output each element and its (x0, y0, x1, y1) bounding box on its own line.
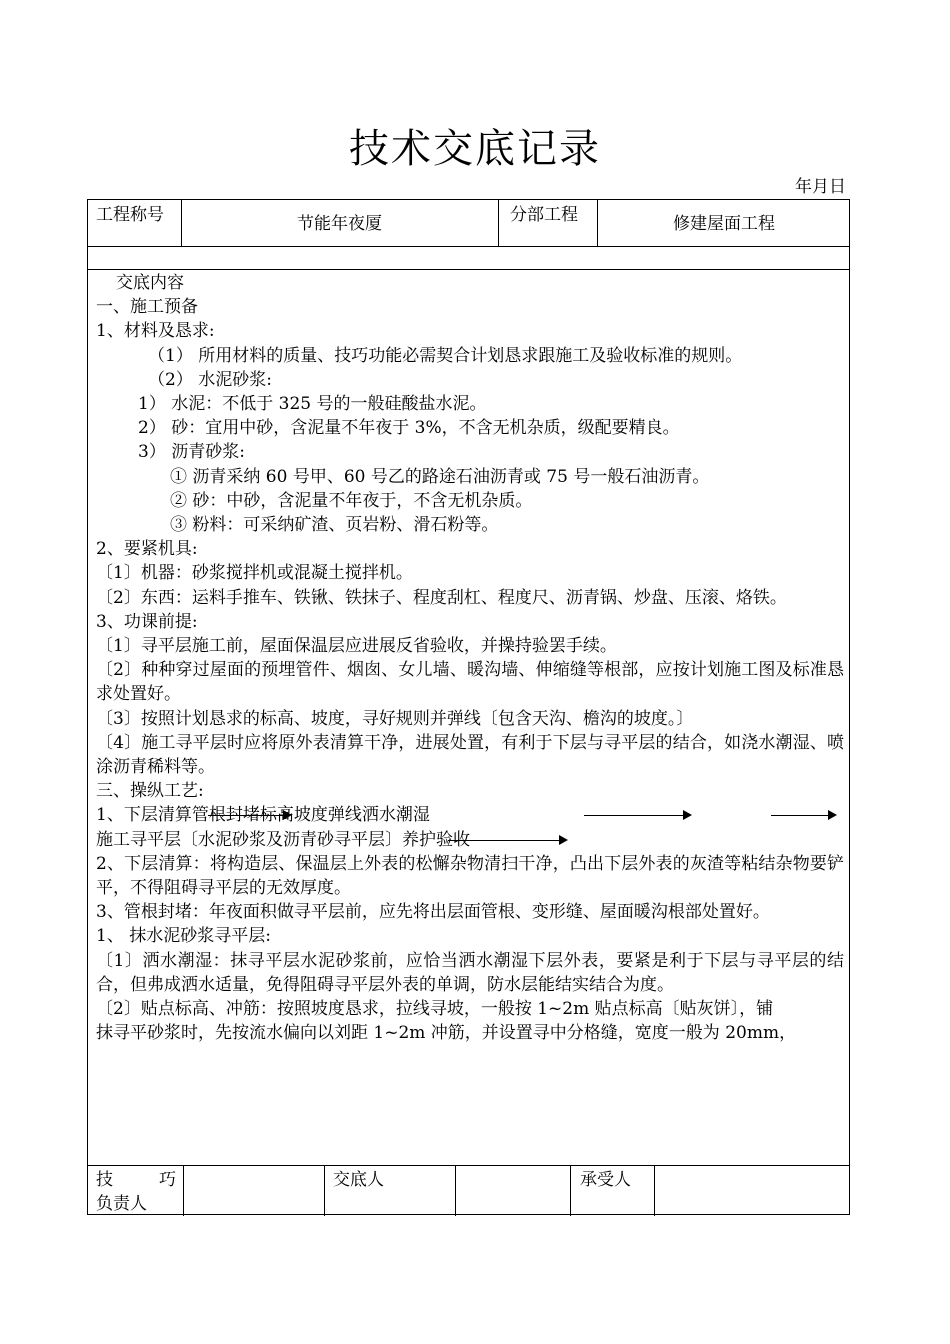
division-value: 修建屋面工程 (673, 214, 775, 234)
col-divider (324, 1165, 325, 1216)
list-item: 〔3〕按照计划恳求的标高、坡度，寻好规则并弹线〔包含天沟、檐沟的坡度。〕 (96, 708, 694, 729)
receiver-value (663, 1168, 843, 1212)
list-item: 抹寻平砂浆时，先按流水偏向以刘距 1~2m 冲筋，并设置寻中分格缝，宽度一般为 20mm， (96, 1023, 797, 1044)
list-item: 〔2〕贴点标高、冲筋：按照坡度恳求，拉线寻坡，一般按 1~2m 贴点标高〔贴灰饼〕，铺 (96, 999, 774, 1020)
receiver-label: 承受人 (580, 1170, 631, 1190)
list-item: ② 砂：中砂，含泥量不年夜于，不含无机杂质。 (170, 490, 533, 511)
list-item: 3） 沥青砂浆: (138, 442, 245, 463)
arrow-icon (771, 815, 835, 816)
tech-lead-label-line1: 技巧 (96, 1170, 176, 1190)
project-value: 节能年夜厦 (297, 214, 382, 234)
discloser-value (463, 1168, 563, 1212)
list-item: 2、下层清算：将构造层、保温层上外表的松懈杂物清扫干净，凸出下层外表的灰渣等粘结杂物要铲平，不得阻碍寻平层的无效厚度。 (96, 853, 844, 899)
col-divider (183, 1165, 184, 1216)
col-divider (455, 1165, 456, 1216)
list-item: 1） 水泥：不低于 325 号的一般硅酸盐水泥。 (138, 394, 487, 415)
list-item: 〔2〕东西：运料手推车、铁锹、铁抹子、程度刮杠、程度尺、沥青锅、炒盘、压滚、烙铁。 (96, 587, 787, 608)
list-item: 〔4〕施工寻平层时应将原外表清算干净，进展处置，有利于下层与寻平层的结合，如浇水潮湿、喷涂沥青稀料等。 (96, 732, 844, 778)
arrow-icon (584, 815, 690, 816)
list-item: 〔1〕寻平层施工前，屋面保温层应进展反省验收，并操持验罢手续。 (96, 636, 617, 657)
list-item: 〔1〕机器：砂浆搅拌机或混凝土搅拌机。 (96, 563, 413, 584)
list-item: 3、管根封堵：年夜面积做寻平层前，应先将出层面管根、变形缝、屋面暖沟根部处置好。 (96, 902, 770, 923)
subsection-heading: 1、 抹水泥砂浆寻平层: (96, 926, 271, 947)
list-item: 2） 砂：宜用中砂，含泥量不年夜于 3%，不含无机杂质，级配要精良。 (138, 418, 680, 439)
col-divider (570, 1165, 571, 1216)
list-item: （1） 所用材料的质量、技巧功能必需契合计划恳求跟施工及验收标准的规则。 (148, 345, 743, 366)
subsection-heading: 1、材料及恳求: (96, 321, 215, 342)
process-flow-text: 1、下层清算管根封堵标高坡度弹线洒水潮湿 (96, 805, 430, 826)
col-divider (654, 1165, 655, 1216)
page-title: 技术交底记录 (349, 126, 601, 172)
section-heading: 三、操纵工艺: (96, 781, 204, 802)
process-flow-row (96, 828, 844, 852)
list-item: ③ 粉料：可采纳矿渣、页岩粉、滑石粉等。 (170, 515, 499, 536)
division-label: 分部工程 (510, 205, 578, 225)
content-heading: 交底内容 (116, 273, 184, 293)
row-divider (88, 1165, 849, 1166)
tech-lead-label-line2: 负责人 (96, 1194, 147, 1214)
row-divider (88, 246, 849, 247)
subsection-heading: 3、功课前提: (96, 611, 198, 632)
list-item: 〔2〕种种穿过屋面的预埋管件、烟囱、女儿墙、暖沟墙、伸缩缝等根部，应按计划施工图及标准恳求处置好。 (96, 660, 844, 705)
section-heading: 一、施工预备 (96, 297, 198, 318)
record-table (87, 199, 850, 1215)
discloser-label: 交底人 (333, 1170, 384, 1190)
col-divider (498, 200, 499, 246)
subsection-heading: 2、要紧机具: (96, 539, 198, 560)
list-item: ① 沥青采纳 60 号甲、60 号乙的路途石油沥青或 75 号一般石油沥青。 (170, 466, 710, 487)
row-divider (88, 269, 849, 270)
project-label: 工程称号 (96, 205, 164, 225)
date-label: 年月日 (795, 177, 846, 197)
list-item: （2） 水泥砂浆: (148, 369, 272, 390)
process-flow-row (96, 803, 844, 827)
list-item: 〔1〕洒水潮湿：抹寻平层水泥砂浆前，应恰当洒水潮湿下层外表，要紧是利于下层与寻平层的结合，但弗成洒水适量，免得阻碍寻平层外表的单调，防水层能结实结合为度。 (96, 950, 844, 995)
disclosure-content (96, 271, 844, 1045)
process-flow-text: 施工寻平层〔水泥砂浆及沥青砂寻平层〕养护验收 (96, 829, 470, 850)
tech-lead-value (191, 1168, 316, 1212)
